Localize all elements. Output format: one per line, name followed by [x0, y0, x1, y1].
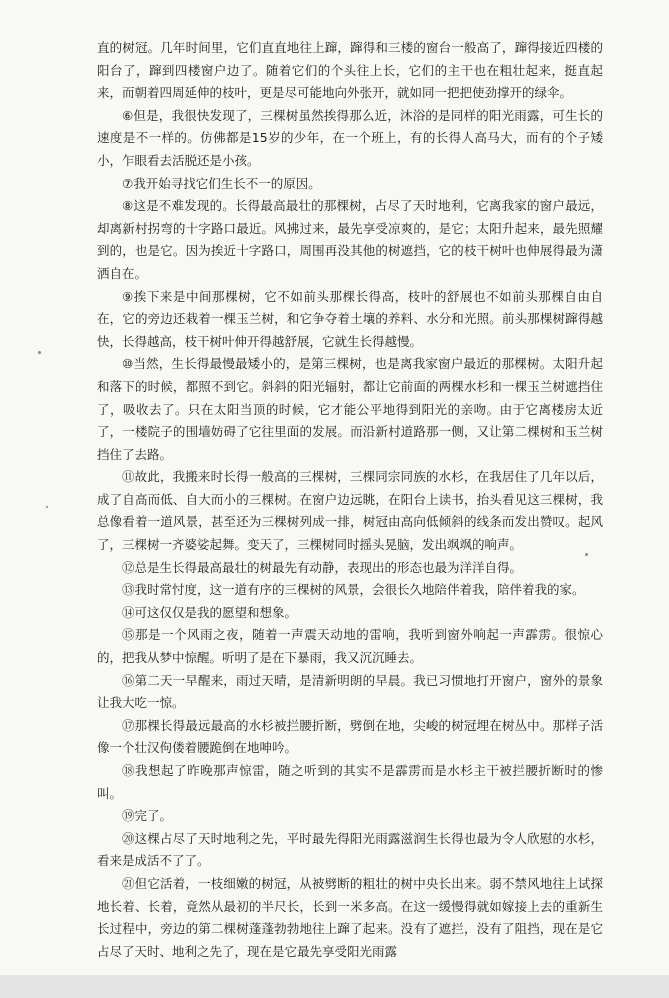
paragraph-17: ⑰那棵长得最远最高的水杉被拦腰折断，劈倒在地，尖峻的树冠埋在树丛中。那样子活像一个壮汉佝偻着腰跪倒在地呻吟。: [97, 717, 603, 756]
paragraph-8: ⑧这是不难发现的。长得最高最壮的那棵树，占尽了天时地利，它离我家的窗户最远，却离新村拐弯的十字路口最近。风拂过来，最先享受凉爽的，是它；太阳升起来，最先照耀到的，也是它。因为挨近十字路口，周围再没其他的树遮挡，它的枝干树叶也伸展得最为潇洒自在。: [97, 198, 603, 281]
paragraph-12: ⑫总是生长得最高最壮的树最先有动静，表现出的形态也最为洋洋自得。: [122, 559, 523, 575]
viewer-bottom-bar: [0, 975, 669, 998]
paragraph-10: ⑩当然，生长得最慢最矮小的，是第三棵树，也是离我家窗户最近的那棵树。太阳升起和落下的时候，都照不到它。斜斜的阳光辐射，都让它前面的两棵水杉和一棵玉兰树遮挡住了，吸收去了。只在太阳当顶的时候，它才能公平地得到阳光的亲吻。由于它离楼房太近了，一楼院子的围墙妨碍了它往里面的发展。而沿新村道路那一侧，又让第二棵树和玉兰树挡住了去路。: [97, 356, 603, 462]
paragraph-18: ⑱我想起了昨晚那声惊雷，随之听到的其实不是霹雳而是水杉主干被拦腰折断时的惨叫。: [97, 763, 603, 801]
scan-speck: [585, 553, 588, 556]
scan-speck: [46, 506, 48, 508]
paragraph-20: ⑳这棵占尽了天时地利之先，平时最先得阳光雨露滋润生长得也最为令人欣慰的水杉，看来是成活不了了。: [97, 830, 603, 869]
paragraph-21: ㉑但它活着，一枝细嫩的树冠，从被劈断的粗壮的树中央长出来。弱不禁风地往上试探地长着、长着，竟然从最初的半尺长，长到一米多高。在这一缓慢得就如嫁接上去的重新生长过程中，旁边的第二棵树蓬蓬勃勃地往上蹿了起来。没有了遮拦，没有了阻挡，现在是它占尽了天时、地利之先了，现在是它最先享受阳光雨露: [97, 875, 603, 959]
paragraph-19: ⑲完了。: [122, 808, 173, 824]
paragraph-7: ⑦我开始寻找它们生长不一的原因。: [122, 175, 321, 191]
paragraph-15: ⑮那是一个风雨之夜，随着一声震天动地的雷响，我听到窗外响起一声霹雳。很惊心的，把我从梦中惊醒。听明了是在下暴雨，我又沉沉睡去。: [97, 627, 603, 666]
paragraph-continuation: 直的树冠。几年时间里，它们直直地往上蹿，蹿得和三楼的窗台一般高了，蹿得接近四楼的阳台了，蹿到四楼窗户边了。随着它们的个头往上长，它们的主干也在粗壮起来，挺直起来，而朝着四周延伸的枝叶，更是尽可能地向外张开，就如同一把把使劲撑开的绿伞。: [97, 40, 603, 101]
paragraph-11: ⑪故此，我搬来时长得一般高的三棵树，三棵同宗同族的水杉，在我居住了几年以后，成了自高而低、自大而小的三棵树。在窗户边远眺，在阳台上读书，抬头看见这三棵树，我总像看着一道风景，甚至还为三棵树列成一排，树冠由高向低倾斜的线条而发出赞叹。起风了，三棵树一齐婆娑起舞。变天了，三棵树同时摇头晃脑，发出飒飒的响声。: [97, 469, 603, 553]
paragraph-14: ⑭可这仅仅是我的愿望和想象。: [122, 604, 298, 620]
paragraph-6: ⑥但是，我很快发现了，三棵树虽然挨得那么近，沐浴的是同样的阳光雨露，可生长的速度是不一样的。仿佛都是15岁的少年，在一个班上，有的长得人高马大，而有的个子矮小，乍眼看去活脱还是小孩。: [97, 107, 603, 168]
article-body: [97, 37, 603, 963]
paragraph-13: ⑬我时常忖度，这一道有序的三棵树的风景，会很长久地陪伴着我，陪伴着我的家。: [122, 582, 585, 598]
paragraph-16: ⑯第二天一早醒来，雨过天晴，是清新明朗的早晨。我已习惯地打开窗户，窗外的景象让我大吃一惊。: [97, 672, 603, 711]
paragraph-9: ⑨挨下来是中间那棵树，它不如前头那棵长得高，枝叶的舒展也不如前头那棵自由自在，它的旁边还栽着一棵玉兰树，和它争夺着土壤的养料、水分和光照。前头那棵树蹿得越快，长得越高，枝干树叶伸开得越舒展，它就生长得越慢。: [97, 288, 603, 349]
scan-speck: [38, 351, 41, 354]
